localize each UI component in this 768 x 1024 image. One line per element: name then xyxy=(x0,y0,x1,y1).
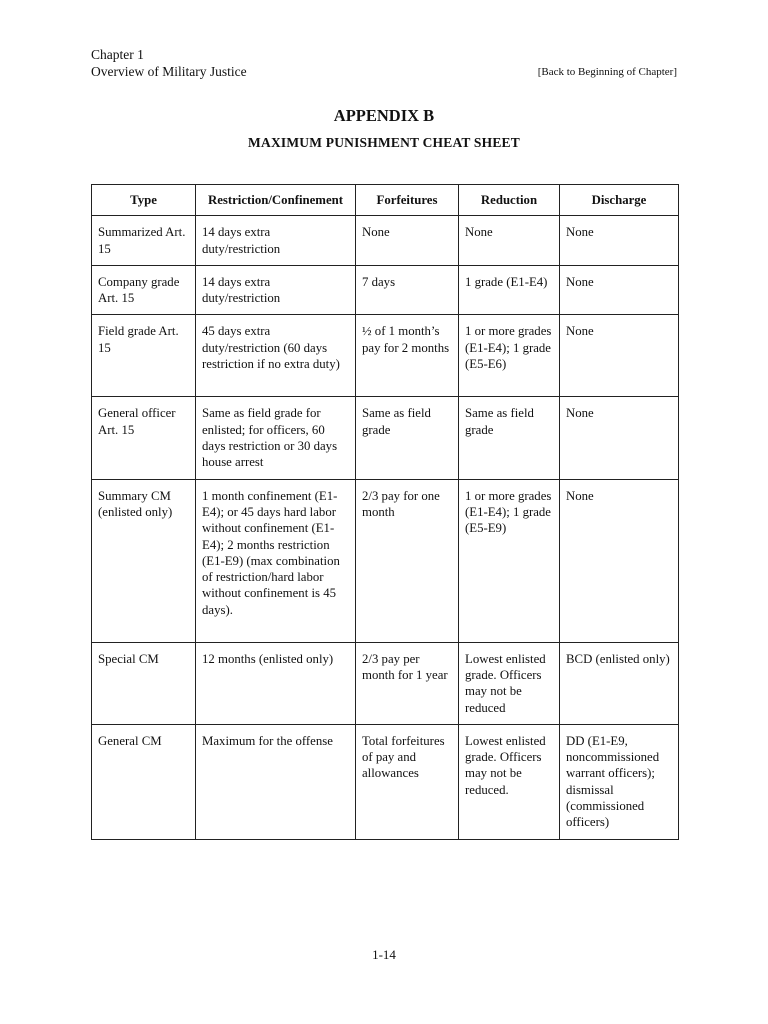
table-row xyxy=(92,265,679,315)
cell-restriction: Same as field grade for enlisted; for officers, 60 days restriction or 30 days house arrest xyxy=(196,397,356,479)
cell-type: Special CM xyxy=(92,642,196,724)
table-row xyxy=(92,397,679,479)
cell-forfeitures: Total forfeitures of pay and allowances xyxy=(356,724,459,839)
column-header-type: Type xyxy=(92,185,196,216)
cell-reduction: Same as field grade xyxy=(459,397,560,479)
cell-type: Field grade Art. 15 xyxy=(92,315,196,397)
table-header-row xyxy=(92,185,679,216)
chapter-title: Overview of Military Justice xyxy=(91,64,247,79)
cell-reduction: 1 grade (E1-E4) xyxy=(459,265,560,315)
cell-forfeitures: 2/3 pay for one month xyxy=(356,479,459,642)
chapter-header xyxy=(91,46,247,80)
cell-restriction: Maximum for the offense xyxy=(196,724,356,839)
table-row xyxy=(92,315,679,397)
cell-forfeitures: 2/3 pay per month for 1 year xyxy=(356,642,459,724)
cell-reduction: Lowest enlisted grade. Officers may not be reduced xyxy=(459,642,560,724)
cell-type: General officer Art. 15 xyxy=(92,397,196,479)
sheet-title: MAXIMUM PUNISHMENT CHEAT SHEET xyxy=(248,135,520,150)
cell-restriction: 45 days extra duty/restriction (60 days restriction if no extra duty) xyxy=(196,315,356,397)
cell-restriction: 12 months (enlisted only) xyxy=(196,642,356,724)
table-row xyxy=(92,642,679,724)
cell-type: Summarized Art. 15 xyxy=(92,216,196,266)
cell-discharge: None xyxy=(560,479,679,642)
cell-restriction: 14 days extra duty/restriction xyxy=(196,216,356,266)
punishment-table xyxy=(91,184,679,840)
table-row xyxy=(92,479,679,642)
cell-type: General CM xyxy=(92,724,196,839)
cell-discharge: None xyxy=(560,315,679,397)
cell-reduction: 1 or more grades (E1-E4); 1 grade (E5-E6) xyxy=(459,315,560,397)
cell-type: Summary CM (enlisted only) xyxy=(92,479,196,642)
cell-reduction: 1 or more grades (E1-E4); 1 grade (E5-E9) xyxy=(459,479,560,642)
page-number: 1-14 xyxy=(372,947,396,962)
cell-discharge: None xyxy=(560,216,679,266)
cell-restriction: 1 month confinement (E1-E4); or 45 days hard labor without confinement (E1-E4); 2 months restriction (E1-E9) (max combination of restriction/hard labor without confinement is 45 days). xyxy=(196,479,356,642)
table-row xyxy=(92,724,679,839)
column-header-reduction: Reduction xyxy=(459,185,560,216)
cell-forfeitures: Same as field grade xyxy=(356,397,459,479)
column-header-restriction: Restriction/Confinement xyxy=(196,185,356,216)
cell-type: Company grade Art. 15 xyxy=(92,265,196,315)
back-to-chapter-link[interactable]: [Back to Beginning of Chapter] xyxy=(537,66,677,78)
column-header-discharge: Discharge xyxy=(560,185,679,216)
chapter-label: Chapter 1 xyxy=(91,47,144,62)
cell-reduction: Lowest enlisted grade. Officers may not be reduced. xyxy=(459,724,560,839)
table-row xyxy=(92,216,679,266)
cell-discharge: None xyxy=(560,397,679,479)
cell-reduction: None xyxy=(459,216,560,266)
cell-forfeitures: 7 days xyxy=(356,265,459,315)
cell-discharge: None xyxy=(560,265,679,315)
cell-discharge: DD (E1-E9, noncommissioned warrant officers); dismissal (commissioned officers) xyxy=(560,724,679,839)
cell-forfeitures: ½ of 1 month’s pay for 2 months xyxy=(356,315,459,397)
cell-forfeitures: None xyxy=(356,216,459,266)
cell-restriction: 14 days extra duty/restriction xyxy=(196,265,356,315)
appendix-title: APPENDIX B xyxy=(333,106,435,125)
cell-discharge: BCD (enlisted only) xyxy=(560,642,679,724)
column-header-forfeitures: Forfeitures xyxy=(356,185,459,216)
